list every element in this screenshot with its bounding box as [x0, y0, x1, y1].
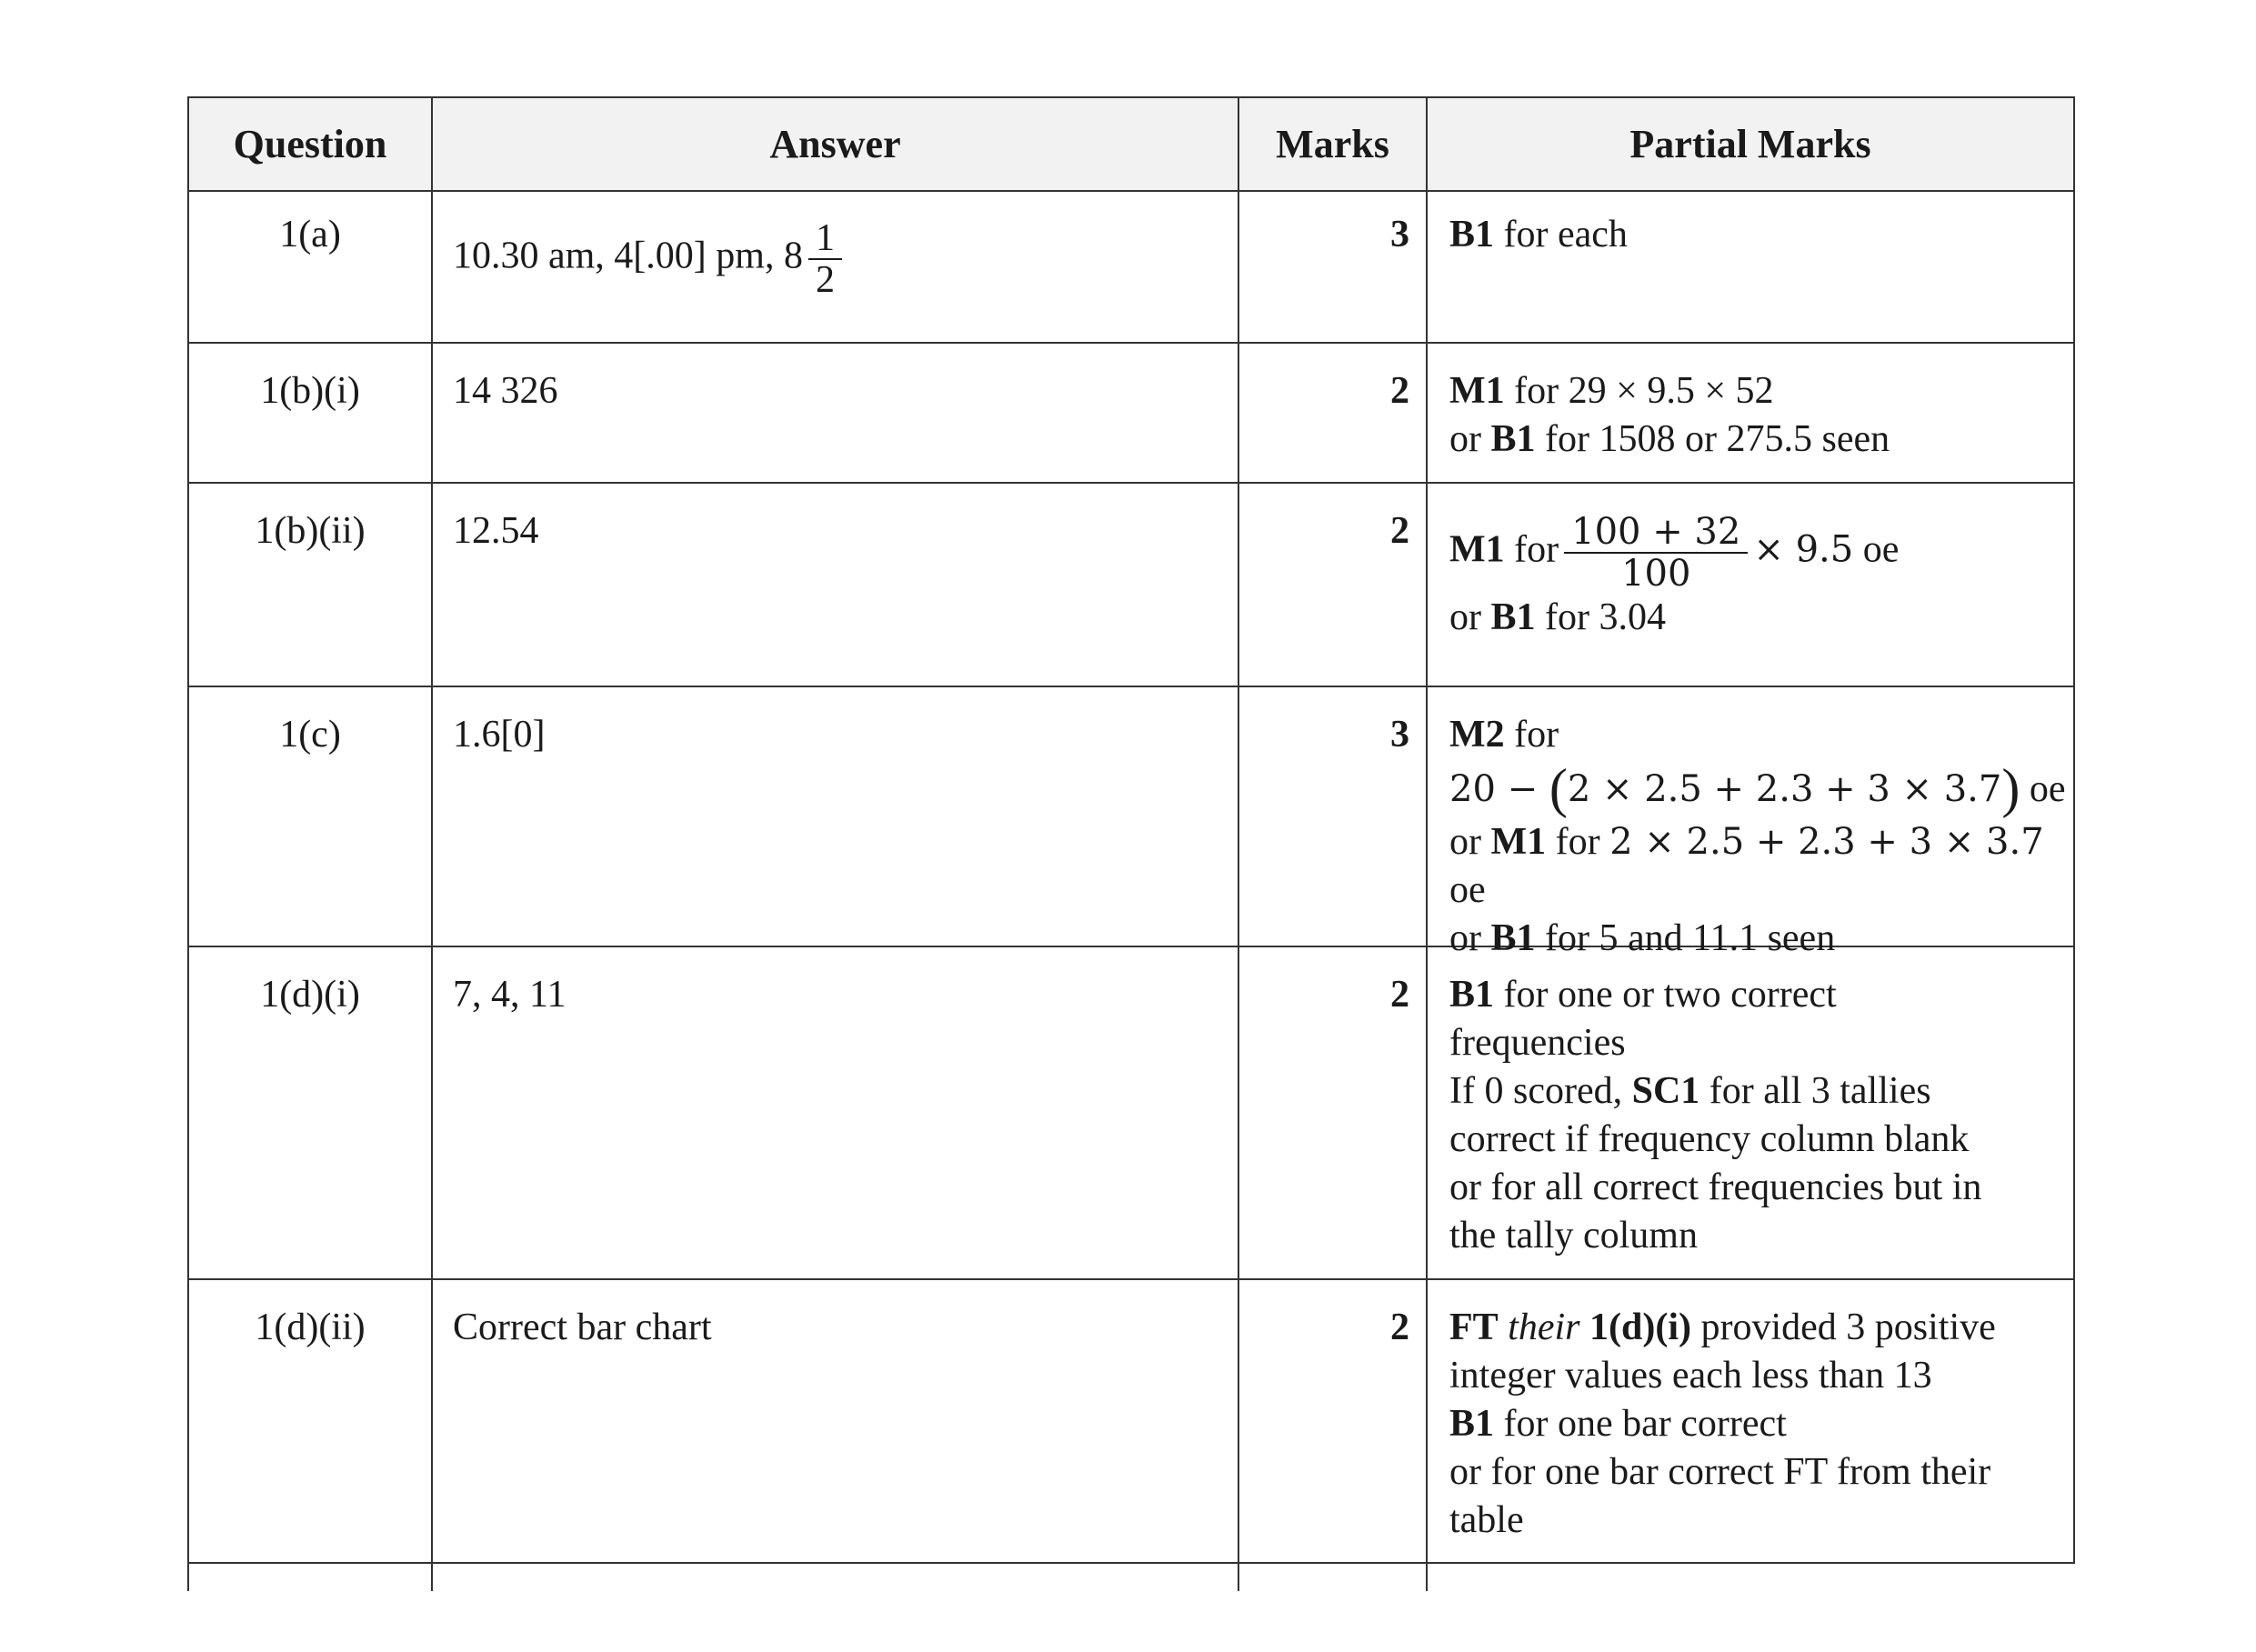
math-expression: × 9.5: [1753, 528, 1854, 571]
answer-text: 14 326: [453, 370, 558, 412]
marks-value: 3: [1390, 214, 1409, 255]
partial-text: for all 3 tallies: [1700, 1070, 1931, 1112]
partial-text: for: [1504, 714, 1559, 756]
partial-text: or: [1449, 917, 1491, 959]
partial-text: correct if frequency column blank: [1449, 1118, 1970, 1160]
row-divider: [188, 1562, 2075, 1564]
answer-fraction: [808, 218, 842, 300]
fraction-numerator: 1: [808, 218, 842, 260]
close-paren: ): [2001, 758, 2020, 818]
answer-text: 12.54: [453, 510, 539, 552]
partial-marks-cell: [1449, 1304, 2068, 1545]
partial-fraction: [1564, 512, 1748, 594]
fraction-numerator: 100 + 32: [1564, 512, 1748, 554]
answer-cell: [453, 218, 847, 300]
row-divider: [188, 1278, 2075, 1280]
mark-code: B1: [1449, 974, 1495, 1016]
mark-code: B1: [1490, 418, 1536, 460]
answer-text: 10.30 am, 4[.00] pm, 8: [453, 235, 803, 277]
partial-text: for one or two correct: [1494, 974, 1837, 1016]
header-marks: Marks: [1276, 122, 1389, 166]
mark-code: B1: [1490, 917, 1536, 959]
question-number: 1(c): [279, 714, 341, 756]
column-divider: [1238, 96, 1239, 1591]
mark-code: FT: [1449, 1307, 1499, 1348]
answer-text: 1.6[0]: [453, 714, 546, 756]
partial-text: table: [1449, 1499, 1524, 1541]
open-paren: (: [1549, 758, 1568, 818]
partial-marks-cell: [1449, 512, 2068, 642]
question-reference: 1(d)(i): [1589, 1307, 1691, 1348]
mark-code: M1: [1449, 528, 1505, 571]
mark-code: SC1: [1631, 1070, 1700, 1112]
row-divider: [188, 686, 2075, 687]
marks-value: 2: [1390, 974, 1409, 1016]
partial-text: oe: [2020, 768, 2066, 810]
header-question: Question: [233, 122, 387, 166]
question-number: 1(b)(i): [260, 370, 360, 412]
question-number: 1(d)(i): [260, 974, 360, 1016]
question-number: 1(b)(ii): [255, 510, 366, 552]
partial-text: or for all correct frequencies but in: [1449, 1166, 1982, 1208]
question-number: 1(d)(ii): [255, 1307, 366, 1348]
partial-text: or: [1449, 418, 1491, 460]
partial-text: for one bar correct: [1494, 1403, 1787, 1445]
math-expression: 20 −: [1449, 768, 1549, 810]
fraction-denominator: 100: [1621, 553, 1691, 595]
partial-text: provided 3 positive: [1690, 1307, 1996, 1348]
math-expression: 2 × 2.5 + 2.3 + 3 × 3.7: [1609, 821, 2044, 863]
partial-marks-cell: [1449, 211, 2068, 259]
partial-text: frequencies: [1449, 1022, 1626, 1064]
partial-text: for: [1504, 528, 1559, 571]
partial-text: for: [1546, 821, 1610, 863]
partial-text: oe: [1449, 869, 1486, 911]
marks-value: 2: [1390, 510, 1409, 552]
row-divider: [188, 482, 2075, 484]
fraction-denominator: 2: [815, 259, 835, 301]
partial-text: for 1508 or 275.5 seen: [1535, 418, 1890, 460]
partial-text: or: [1449, 596, 1491, 638]
marks-value: 3: [1390, 714, 1409, 756]
partial-text: or for one bar correct FT from their: [1449, 1451, 1991, 1493]
column-divider: [431, 96, 433, 1591]
partial-text: integer values each less than 13: [1449, 1355, 1932, 1397]
partial-marks-cell: [1449, 367, 2068, 464]
row-divider: [188, 342, 2075, 344]
partial-text: for each: [1494, 214, 1628, 255]
answer-text: Correct bar chart: [453, 1307, 712, 1348]
mark-code: M1: [1449, 370, 1505, 412]
partial-text: If 0 scored,: [1449, 1070, 1632, 1112]
mark-code: B1: [1490, 596, 1536, 638]
table-border-right: [2073, 96, 2075, 1562]
header-partial-marks: Partial Marks: [1629, 122, 1871, 166]
mark-code: M2: [1449, 714, 1505, 756]
marks-value: 2: [1390, 370, 1409, 412]
partial-text: for 5 and 11.1 seen: [1535, 917, 1836, 959]
math-expression: 2 × 2.5 + 2.3 + 3 × 3.7: [1567, 768, 2002, 810]
mark-code: M1: [1490, 821, 1547, 863]
marks-value: 2: [1390, 1307, 1409, 1348]
partial-text: for 3.04: [1535, 596, 1666, 638]
mark-code: B1: [1449, 1403, 1495, 1445]
table-border-left: [187, 96, 189, 1591]
header-answer: Answer: [769, 122, 901, 166]
partial-marks-cell: [1449, 971, 2068, 1260]
column-divider: [1426, 96, 1428, 1591]
partial-text: oe: [1853, 528, 1900, 571]
partial-marks-cell: [1449, 711, 2068, 963]
question-number: 1(a): [279, 214, 341, 255]
partial-text: for 29 × 9.5 × 52: [1504, 370, 1774, 412]
partial-text: or: [1449, 821, 1491, 863]
answer-text: 7, 4, 11: [453, 974, 567, 1016]
partial-text: their: [1498, 1307, 1589, 1348]
partial-text: the tally column: [1449, 1215, 1698, 1257]
mark-code: B1: [1449, 214, 1495, 255]
